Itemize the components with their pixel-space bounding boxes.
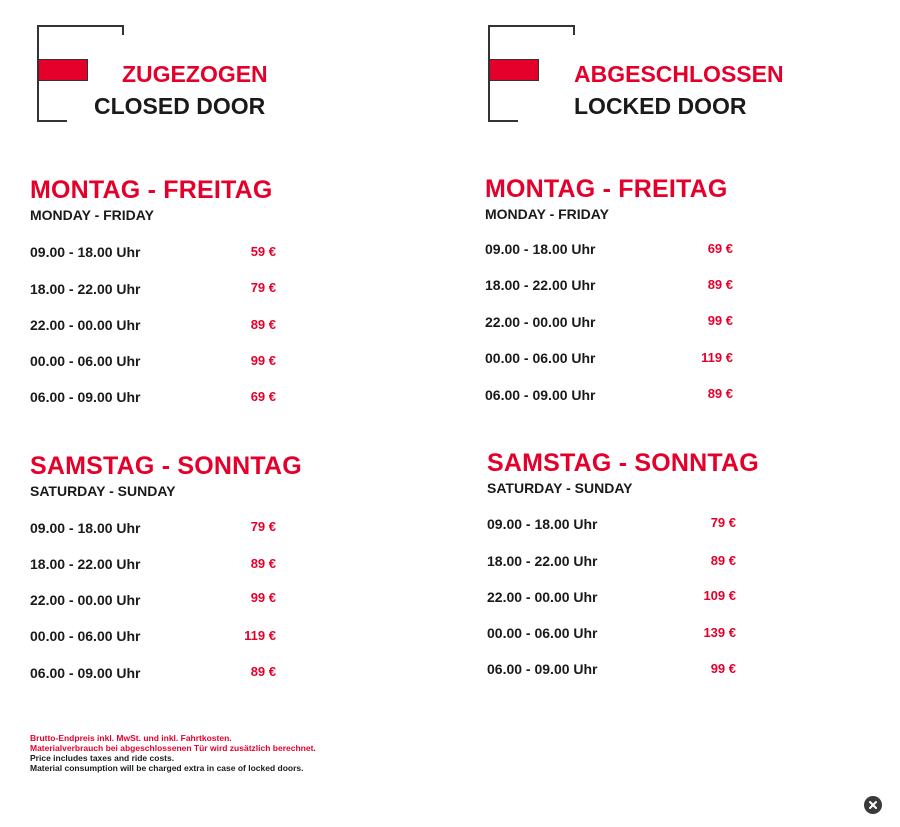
note-de-1: Brutto-Endpreis inkl. MwSt. und inkl. Fahrtkosten. <box>30 733 232 743</box>
time-slot: 06.00 - 09.00 Uhr <box>30 665 141 681</box>
closed-title-en: CLOSED DOOR <box>94 93 266 119</box>
time-slot: 22.00 - 00.00 Uhr <box>485 314 596 330</box>
time-slot: 22.00 - 00.00 Uhr <box>30 317 141 333</box>
time-slot: 06.00 - 09.00 Uhr <box>487 661 598 677</box>
locked-title-de: ABGESCHLOSSEN <box>574 61 784 87</box>
note-de-2: Materialverbrauch bei abgeschlossenen Tür wird zusätzlich berechnet. <box>30 743 316 753</box>
locked-door-header <box>488 25 888 125</box>
price: 109 € <box>703 588 736 603</box>
note-en-1: Price includes taxes and ride costs. <box>30 753 175 763</box>
time-slot: 06.00 - 09.00 Uhr <box>485 387 596 403</box>
close-circle-icon <box>864 796 882 814</box>
time-slot: 00.00 - 06.00 Uhr <box>485 350 596 366</box>
price: 89 € <box>250 556 276 571</box>
section-subtitle: SATURDAY - SUNDAY <box>30 483 176 499</box>
time-slot: 09.00 - 18.00 Uhr <box>30 244 141 260</box>
section-subtitle: SATURDAY - SUNDAY <box>487 480 633 496</box>
price: 69 € <box>250 389 276 404</box>
time-slot: 18.00 - 22.00 Uhr <box>30 281 141 297</box>
price: 119 € <box>701 350 733 365</box>
price: 99 € <box>710 661 736 676</box>
closed-title-de: ZUGEZOGEN <box>122 61 268 87</box>
price: 89 € <box>710 553 736 568</box>
door-icon <box>488 25 578 122</box>
section-subtitle: MONDAY - FRIDAY <box>485 206 609 222</box>
price: 119 € <box>244 628 276 643</box>
price: 139 € <box>703 625 736 640</box>
note-en-2: Material consumption will be charged extra in case of locked doors. <box>30 763 304 773</box>
price: 99 € <box>250 590 276 605</box>
time-slot: 00.00 - 06.00 Uhr <box>30 628 141 644</box>
time-slot: 09.00 - 18.00 Uhr <box>485 241 596 257</box>
section-subtitle: MONDAY - FRIDAY <box>30 207 154 223</box>
price: 89 € <box>250 664 276 679</box>
time-slot: 06.00 - 09.00 Uhr <box>30 389 141 405</box>
section-title: SAMSTAG - SONNTAG <box>30 452 302 480</box>
time-slot: 00.00 - 06.00 Uhr <box>487 625 598 641</box>
time-slot: 22.00 - 00.00 Uhr <box>30 592 141 608</box>
price: 99 € <box>250 353 276 368</box>
time-slot: 00.00 - 06.00 Uhr <box>30 353 141 369</box>
price: 69 € <box>707 241 733 256</box>
price: 89 € <box>250 317 276 332</box>
time-slot: 18.00 - 22.00 Uhr <box>485 277 596 293</box>
footnotes <box>30 733 316 773</box>
close-button[interactable] <box>864 796 882 814</box>
price: 79 € <box>250 519 276 534</box>
price: 79 € <box>250 280 276 295</box>
section-title: MONTAG - FREITAG <box>485 175 728 203</box>
time-slot: 22.00 - 00.00 Uhr <box>487 589 598 605</box>
time-slot: 18.00 - 22.00 Uhr <box>30 556 141 572</box>
time-slot: 09.00 - 18.00 Uhr <box>30 520 141 536</box>
time-slot: 18.00 - 22.00 Uhr <box>487 553 598 569</box>
section-title: MONTAG - FREITAG <box>30 176 273 204</box>
locked-title-en: LOCKED DOOR <box>574 93 747 119</box>
time-slot: 09.00 - 18.00 Uhr <box>487 516 598 532</box>
price: 79 € <box>710 515 736 530</box>
closed-door-header <box>37 25 437 125</box>
price: 99 € <box>707 313 733 328</box>
price: 89 € <box>707 386 733 401</box>
price: 59 € <box>250 244 276 259</box>
price: 89 € <box>707 277 733 292</box>
section-title: SAMSTAG - SONNTAG <box>487 449 759 477</box>
